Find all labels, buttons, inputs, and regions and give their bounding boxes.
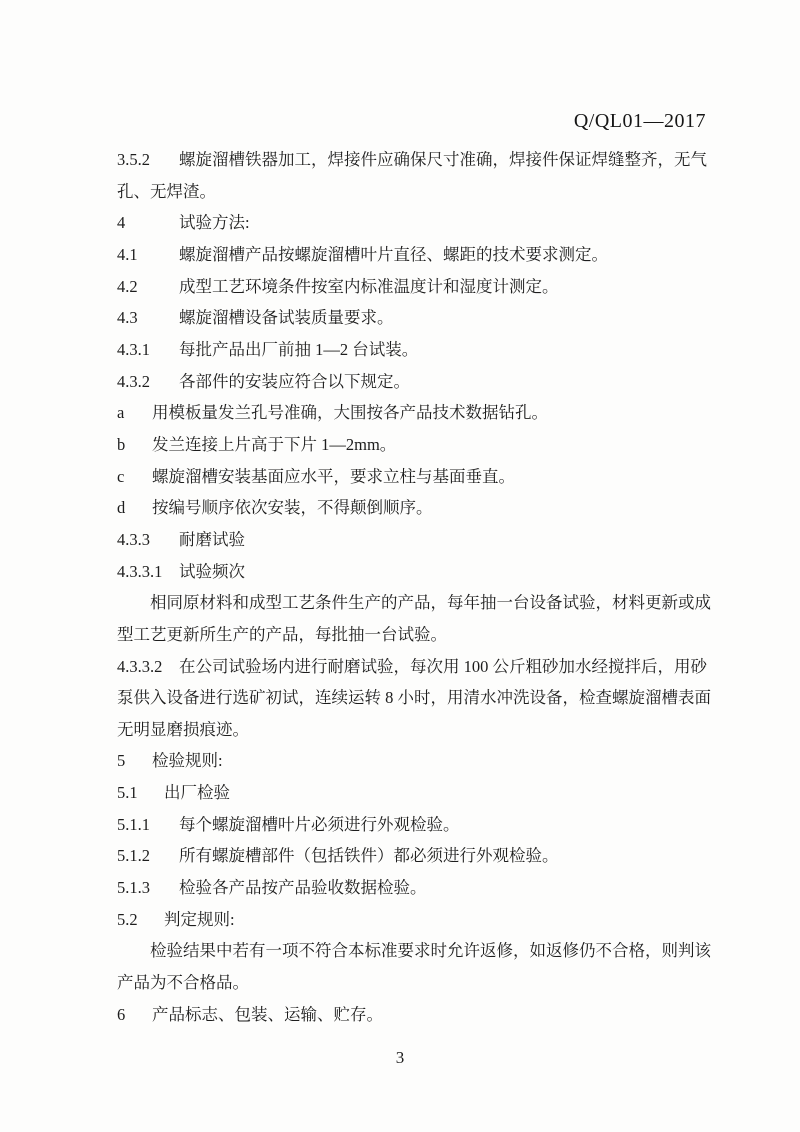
clause-text: 泵供入设备进行选矿初试，连续运转 8 小时，用清水冲洗设备，检查螺旋溜槽表面	[117, 688, 711, 708]
paragraph-line	[117, 840, 793, 872]
clause-text: 试验频次	[179, 561, 245, 581]
clause-text: 耐磨试验	[179, 529, 245, 549]
clause-number: 4.3.1	[117, 339, 150, 359]
clause-number: 6	[117, 1004, 126, 1024]
clause-text: 每个螺旋溜槽叶片必须进行外观检验。	[179, 814, 460, 834]
paragraph	[117, 461, 793, 493]
clause-text: 判定规则:	[164, 909, 235, 929]
paragraph-line	[117, 556, 793, 588]
clause-text: 螺旋溜槽产品按螺旋溜槽叶片直径、螺距的技术要求测定。	[179, 244, 608, 264]
paragraph	[117, 904, 793, 936]
paragraph-line	[117, 714, 793, 746]
paragraph	[117, 271, 793, 303]
paragraph	[117, 429, 793, 461]
paragraph-line	[117, 651, 793, 683]
clause-text: 试验方法:	[179, 213, 250, 233]
paragraph-line	[117, 429, 793, 461]
clause-number: 5.2	[117, 909, 138, 929]
paragraph	[117, 524, 793, 556]
paragraph-line	[117, 967, 793, 999]
clause-text: 所有螺旋槽部件（包括铁件）都必须进行外观检验。	[179, 846, 559, 866]
paragraph	[117, 492, 793, 524]
clause-text: 产品为不合格品。	[117, 973, 249, 993]
paragraph	[117, 935, 793, 998]
paragraph	[117, 556, 793, 588]
paragraph	[117, 840, 793, 872]
page-number: 3	[395, 1048, 405, 1067]
paragraph-line	[117, 682, 793, 714]
paragraph-line	[117, 999, 793, 1031]
clause-number: 5	[117, 751, 126, 771]
paragraph-line	[117, 619, 793, 651]
paragraph	[117, 239, 793, 271]
paragraph	[117, 777, 793, 809]
paragraph-line	[117, 872, 793, 904]
paragraph-line	[117, 302, 793, 334]
paragraph-line	[117, 334, 793, 366]
clause-text: 螺旋溜槽安装基面应水平，要求立柱与基面垂直。	[152, 466, 515, 486]
clause-number: d	[117, 498, 126, 518]
clause-number: 4.3.3.2	[117, 656, 163, 676]
paragraph-line	[117, 745, 793, 777]
clause-text: 无明显磨损痕迹。	[117, 719, 249, 739]
paragraph-line	[117, 492, 793, 524]
paragraph	[117, 334, 793, 366]
clause-text: 成型工艺环境条件按室内标准温度计和湿度计测定。	[179, 276, 559, 296]
clause-number: 4.3.3	[117, 529, 150, 549]
paragraph	[117, 302, 793, 334]
clause-number: 5.1.1	[117, 814, 150, 834]
clause-number: 4	[117, 213, 126, 233]
paragraph	[117, 872, 793, 904]
paragraph-line	[117, 271, 793, 303]
paragraph	[117, 587, 793, 650]
clause-text: 螺旋溜槽铁器加工，焊接件应确保尺寸准确，焊接件保证焊缝整齐，无气	[179, 150, 707, 169]
clause-text: 检验结果中若有一项不符合本标准要求时允许返修，如返修仍不合格，则判该	[150, 941, 711, 961]
paragraph-line	[117, 144, 793, 176]
paragraph	[117, 651, 793, 746]
clause-number: 5.1.2	[117, 846, 150, 866]
clause-text: 各部件的安装应符合以下规定。	[179, 371, 410, 391]
paragraph-line	[117, 809, 793, 841]
paragraph-line	[117, 239, 793, 271]
clause-text: 相同原材料和成型工艺条件生产的产品，每年抽一台设备试验，材料更新或成	[150, 593, 711, 613]
paragraph	[117, 144, 793, 207]
paragraph-line	[117, 366, 793, 398]
clause-text: 用模板量发兰孔号准确，大围按各产品技术数据钻孔。	[152, 403, 548, 423]
clause-text: 检验各产品按产品验收数据检验。	[179, 878, 427, 898]
clause-text: 螺旋溜槽设备试装质量要求。	[179, 308, 394, 328]
clause-text: 出厂检验	[164, 783, 230, 803]
paragraph	[117, 366, 793, 398]
document-code-header: Q/QL01—2017	[573, 110, 706, 132]
paragraph-line	[117, 904, 793, 936]
clause-text: 按编号顺序依次安装，不得颠倒顺序。	[152, 498, 433, 518]
clause-text: 孔、无焊渣。	[117, 181, 216, 201]
clause-text: 发兰连接上片高于下片 1—2mm。	[152, 434, 397, 454]
clause-text: 产品标志、包装、运输、贮存。	[152, 1004, 383, 1024]
clause-number: b	[117, 434, 126, 454]
clause-text: 在公司试验场内进行耐磨试验，每次用 100 公斤粗砂加水经搅拌后，用砂	[179, 656, 707, 676]
paragraph-line	[117, 207, 793, 239]
paragraph-line	[117, 461, 793, 493]
paragraph-line	[117, 397, 793, 429]
paragraph	[117, 207, 793, 239]
paragraph	[117, 745, 793, 777]
clause-number: 5.1	[117, 783, 138, 803]
paragraph-line	[117, 524, 793, 556]
clause-number: 4.2	[117, 276, 138, 296]
clause-text: 型工艺更新所生产的产品，每批抽一台试验。	[117, 624, 447, 644]
clause-number: a	[117, 403, 125, 423]
clause-number: 4.3	[117, 308, 138, 328]
paragraph	[117, 999, 793, 1031]
clause-number: 4.3.3.1	[117, 561, 163, 581]
paragraph	[117, 397, 793, 429]
paragraph	[117, 809, 793, 841]
clause-text: 每批产品出厂前抽 1—2 台试装。	[179, 339, 419, 359]
paragraph-line	[117, 176, 793, 208]
paragraph-line	[117, 777, 793, 809]
clause-number: c	[117, 466, 125, 486]
clause-number: 3.5.2	[117, 150, 150, 169]
clause-number: 5.1.3	[117, 878, 150, 898]
paragraph-line	[117, 935, 793, 967]
clause-number: 4.3.2	[117, 371, 150, 391]
clause-number: 4.1	[117, 244, 138, 264]
document-body	[117, 144, 793, 1030]
paragraph-line	[117, 587, 793, 619]
clause-text: 检验规则:	[152, 751, 223, 771]
